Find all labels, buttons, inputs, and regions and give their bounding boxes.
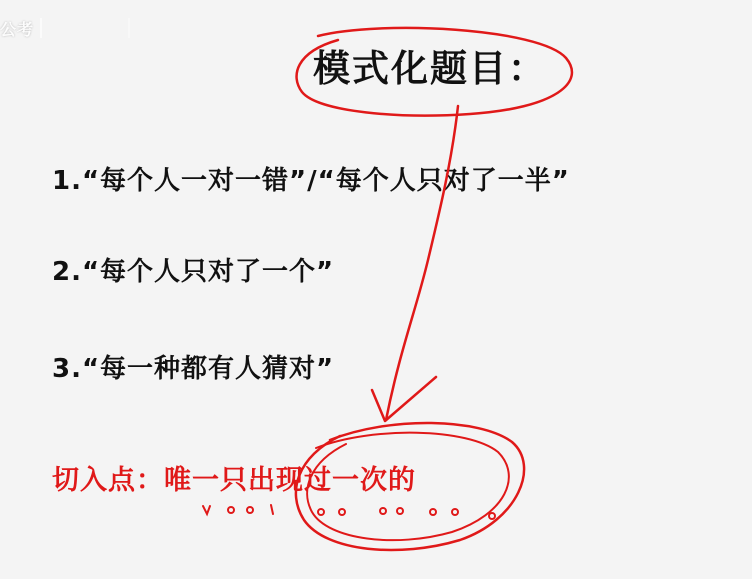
arrow-line-annotation: [386, 106, 458, 420]
list-item-1: 1.“每个人一对一错”/“每个人只对了一半”: [52, 166, 570, 196]
list-item-2: 2.“每个人只对了一个”: [52, 257, 335, 287]
watermark-text: 公考: [0, 19, 35, 39]
page-title: 模式化题目：: [313, 47, 547, 90]
list-item-3: 3.“每一种都有人猜对”: [52, 354, 335, 384]
watermark: [0, 16, 130, 40]
watermark-logo-icon: [40, 18, 130, 38]
entry-point-text: 切入点：唯一只出现过一次的: [52, 465, 416, 496]
emphasis-dots: [203, 505, 495, 519]
arrow-head-annotation: [372, 377, 436, 421]
